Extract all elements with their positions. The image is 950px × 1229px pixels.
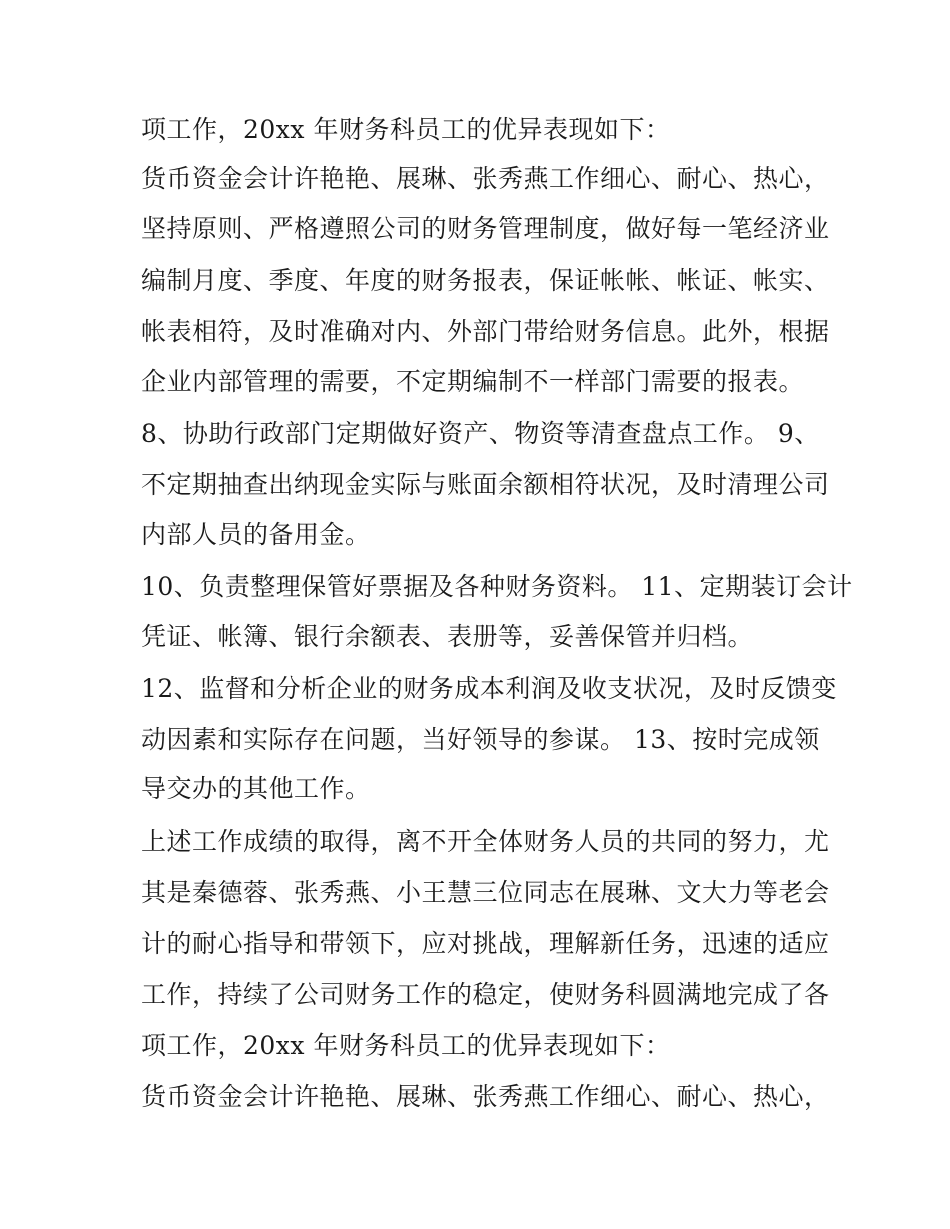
text-line: 计的耐心指导和带领下，应对挑战，理解新任务，迅速的适应 [141,929,830,958]
text-line: 凭证、帐簿、银行余额表、表册等，妥善保管并归档。 [141,622,754,651]
text-line: 企业内部管理的需要，不定期编制不一样部门需要的报表。 [141,367,805,396]
text-line: 10、负责整理保管好票据及各种财务资料。 11、定期装订会计 [141,572,853,601]
text-line: 12、监督和分析企业的财务成本利润及收支状况，及时反馈变 [141,674,837,703]
text-line: 工作，持续了公司财务工作的稳定，使财务科圆满地完成了各 [141,980,830,1009]
text-line: 货币资金会计许艳艳、展琳、张秀燕工作细心、耐心、热心， [141,164,830,193]
text-line: 货币资金会计许艳艳、展琳、张秀燕工作细心、耐心、热心， [141,1082,830,1111]
text-line: 帐表相符，及时准确对内、外部门带给财务信息。此外，根据 [141,317,830,346]
text-line: 动因素和实际存在问题，当好领导的参谋。 13、按时完成领 [141,725,820,754]
text-line: 不定期抽查出纳现金实际与账面余额相符状况，及时清理公司 [141,470,830,499]
text-line: 导交办的其他工作。 [141,774,371,803]
text-line: 上述工作成绩的取得，离不开全体财务人员的共同的努力，尤 [141,827,830,856]
text-line: 编制月度、季度、年度的财务报表，保证帐帐、帐证、帐实、 [141,266,830,295]
text-line: 项工作，20xx 年财务科员工的优异表现如下： [141,115,671,144]
text-line: 项工作，20xx 年财务科员工的优异表现如下： [141,1031,671,1060]
text-line: 8、协助行政部门定期做好资产、物资等清查盘点工作。 9、 [141,419,820,448]
text-line: 其是秦德蓉、张秀燕、小王慧三位同志在展琳、文大力等老会 [141,878,830,907]
text-line: 坚持原则、严格遵照公司的财务管理制度，做好每一笔经济业 [141,214,830,243]
text-line: 内部人员的备用金。 [141,520,371,549]
